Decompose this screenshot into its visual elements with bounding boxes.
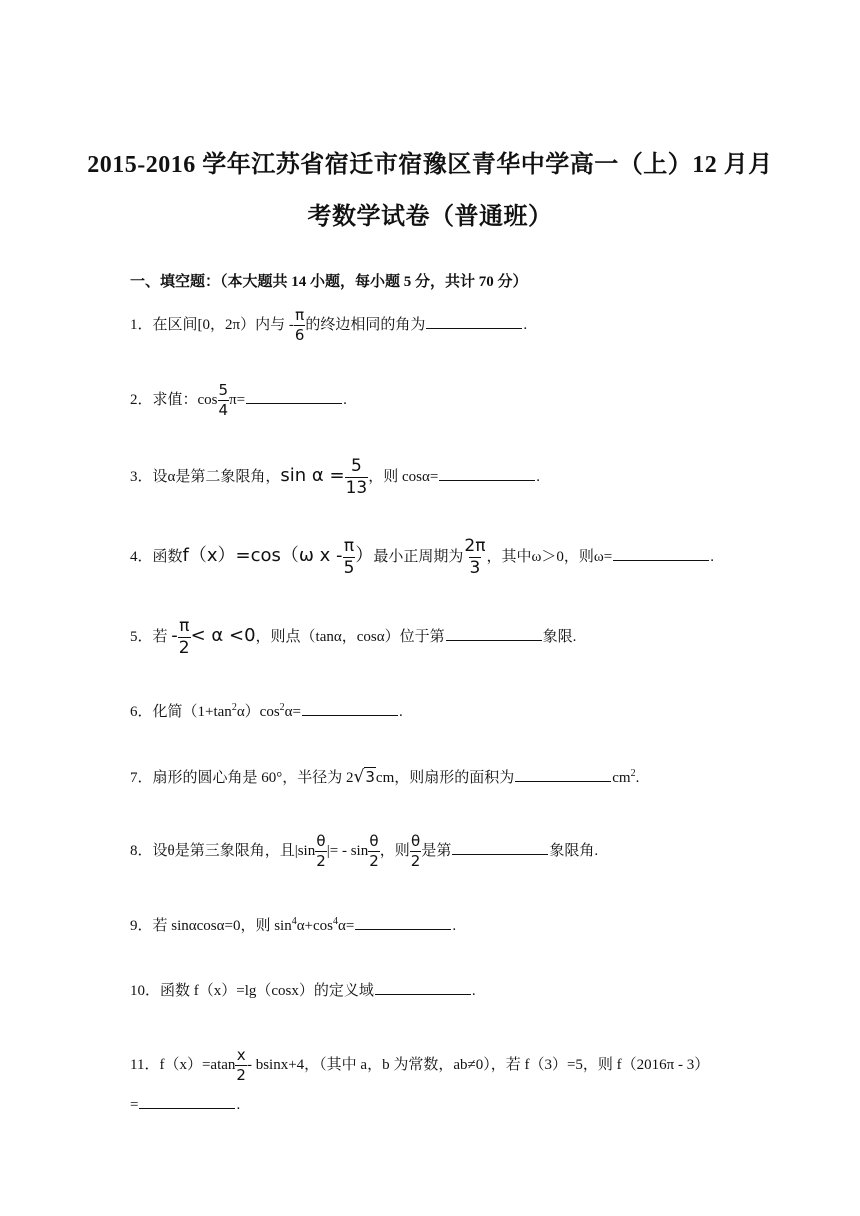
question-end: . xyxy=(236,1097,241,1113)
question-text: ，则 xyxy=(379,842,410,859)
question-text: α+cos xyxy=(296,918,334,934)
exponent: 2 xyxy=(630,768,636,779)
question-end: . xyxy=(523,316,528,333)
question-end: . xyxy=(399,704,403,720)
question-number: 11． xyxy=(130,1056,160,1073)
fraction xyxy=(235,1048,247,1083)
fraction-numerator: π xyxy=(179,616,190,636)
fraction-denominator: 3 xyxy=(469,558,481,578)
question-end: . xyxy=(536,468,541,485)
question-end: . xyxy=(452,918,457,934)
fraction-denominator: 2 xyxy=(236,1066,246,1084)
radical-sign-icon: √ xyxy=(353,767,365,787)
fraction xyxy=(345,458,369,497)
question-number: 10． xyxy=(130,983,161,999)
question-3 xyxy=(130,458,540,497)
question-end: 象限角. xyxy=(549,842,599,859)
question-text: 若 sinαcosα=0，则 sin xyxy=(152,918,292,934)
exponent: 4 xyxy=(333,916,339,927)
fraction xyxy=(178,618,191,657)
question-text: 化简（1+tan xyxy=(152,704,232,720)
answer-blank[interactable] xyxy=(246,387,342,404)
question-text: 函数 f（x）=lg（cosx）的定义域 xyxy=(160,983,374,999)
question-text: 的终边相同的角为 xyxy=(305,316,426,333)
fraction-numerator: θ xyxy=(316,832,326,850)
question-9 xyxy=(130,910,456,938)
question-end-tail: . xyxy=(635,770,640,786)
fraction-numerator: θ xyxy=(410,832,421,850)
question-text: α= xyxy=(284,704,301,720)
fraction-numerator: 5 xyxy=(218,381,229,399)
question-text: = xyxy=(130,1097,139,1113)
question-text: 最小正周期为 xyxy=(373,548,464,565)
question-number: 5． xyxy=(130,628,153,645)
answer-blank[interactable] xyxy=(426,312,522,329)
inequality-left: - xyxy=(171,624,178,646)
question-number: 7． xyxy=(130,770,153,786)
fraction-denominator: 6 xyxy=(294,326,305,344)
fraction-denominator: 2 xyxy=(410,852,421,870)
sin-expression: sin α = xyxy=(280,464,345,486)
question-text: - bsinx+4，（其中 a，b 为常数，ab≠0），若 f（3）=5，则 f（2016π - 3） xyxy=(246,1056,710,1073)
question-end: . xyxy=(471,983,476,999)
question-text: π= xyxy=(229,391,246,408)
fraction-numerator: π xyxy=(343,536,355,556)
question-text: ，则 cosα= xyxy=(368,468,439,485)
question-number: 3． xyxy=(130,468,153,485)
question-6 xyxy=(130,696,403,724)
question-end: 象限. xyxy=(542,628,577,645)
answer-blank[interactable] xyxy=(446,624,542,641)
question-text: α）cos xyxy=(236,704,280,720)
answer-blank[interactable] xyxy=(302,699,398,716)
question-text: 设α是第二象限角， xyxy=(152,468,281,485)
question-number: 9． xyxy=(130,918,153,934)
question-text: 是第 xyxy=(421,842,452,859)
question-4 xyxy=(130,538,714,577)
question-number: 1． xyxy=(130,316,153,333)
square-root xyxy=(354,765,376,789)
period-fraction xyxy=(463,538,486,577)
radicand: 3 xyxy=(365,768,375,786)
question-text: 设θ是第三象限角，且|sin xyxy=(152,842,316,859)
question-text: 求值：cos xyxy=(152,391,218,408)
question-text: 在区间[0，2π）内与 xyxy=(152,316,286,333)
question-11 xyxy=(130,1048,709,1083)
fraction xyxy=(410,834,422,869)
fraction-denominator: 2 xyxy=(178,638,190,658)
fraction xyxy=(294,308,306,343)
question-text: ，其中ω＞0，则ω= xyxy=(486,548,613,565)
fraction-denominator: 13 xyxy=(345,478,368,498)
exponent: 2 xyxy=(279,702,285,713)
fraction-denominator: 2 xyxy=(369,852,379,870)
fraction-numerator: π xyxy=(295,306,305,324)
question-number: 2． xyxy=(130,391,153,408)
answer-blank[interactable] xyxy=(452,838,548,855)
answer-blank[interactable] xyxy=(439,464,535,481)
answer-blank[interactable] xyxy=(355,913,451,930)
question-2 xyxy=(130,383,347,418)
question-text: cm，则扇形的面积为 xyxy=(375,770,515,786)
minus-sign: - xyxy=(288,316,294,333)
answer-blank[interactable] xyxy=(613,544,709,561)
question-text: ，则点（tanα，cosα）位于第 xyxy=(255,628,445,645)
question-text: f（x）=atan xyxy=(159,1056,236,1073)
inequality-right: < α <0 xyxy=(190,624,256,646)
fraction-numerator: 5 xyxy=(350,456,362,476)
question-7 xyxy=(130,762,639,790)
question-11-continued xyxy=(130,1092,240,1117)
question-text: 若 xyxy=(152,628,168,645)
fraction-denominator: 2 xyxy=(316,852,326,870)
question-1 xyxy=(130,308,527,343)
fraction-denominator: 5 xyxy=(343,558,355,578)
answer-blank[interactable] xyxy=(375,978,471,995)
fraction-denominator: 4 xyxy=(218,401,229,419)
question-text: 扇形的圆心角是 60°，半径为 2 xyxy=(152,770,354,786)
answer-blank[interactable] xyxy=(139,1092,235,1109)
fraction xyxy=(218,383,230,418)
answer-blank[interactable] xyxy=(515,765,611,782)
paper-title-line1: 2015-2016 学年江苏省宿迁市宿豫区青华中学高一（上）12 月月 xyxy=(87,152,773,178)
question-number: 8． xyxy=(130,842,153,859)
exponent: 4 xyxy=(291,916,297,927)
question-number: 6． xyxy=(130,704,153,720)
question-text: |= - sin xyxy=(326,842,369,859)
question-number: 4． xyxy=(130,548,153,565)
fraction xyxy=(368,834,380,869)
question-text: α= xyxy=(338,918,355,934)
fraction-numerator: θ xyxy=(369,832,379,850)
fraction-numerator: x xyxy=(236,1046,246,1064)
paper-title-line2: 考数学试卷（普通班） xyxy=(307,204,553,230)
fraction xyxy=(315,834,327,869)
question-end: cm xyxy=(612,770,631,786)
exponent: 2 xyxy=(231,702,237,713)
question-text: 函数 xyxy=(152,548,183,565)
question-end: . xyxy=(343,391,347,408)
question-5 xyxy=(130,618,576,657)
question-end: . xyxy=(710,548,714,565)
question-10 xyxy=(130,978,476,1003)
question-8 xyxy=(130,834,598,869)
fraction-numerator: 2π xyxy=(464,536,486,556)
section-heading: 一、填空题：（本大题共 14 小题，每小题 5 分，共计 70 分） xyxy=(130,274,528,290)
function-expression: f（x）=cos（ω x - xyxy=(182,544,343,566)
function-close: ） xyxy=(355,544,374,566)
fraction xyxy=(343,538,356,577)
